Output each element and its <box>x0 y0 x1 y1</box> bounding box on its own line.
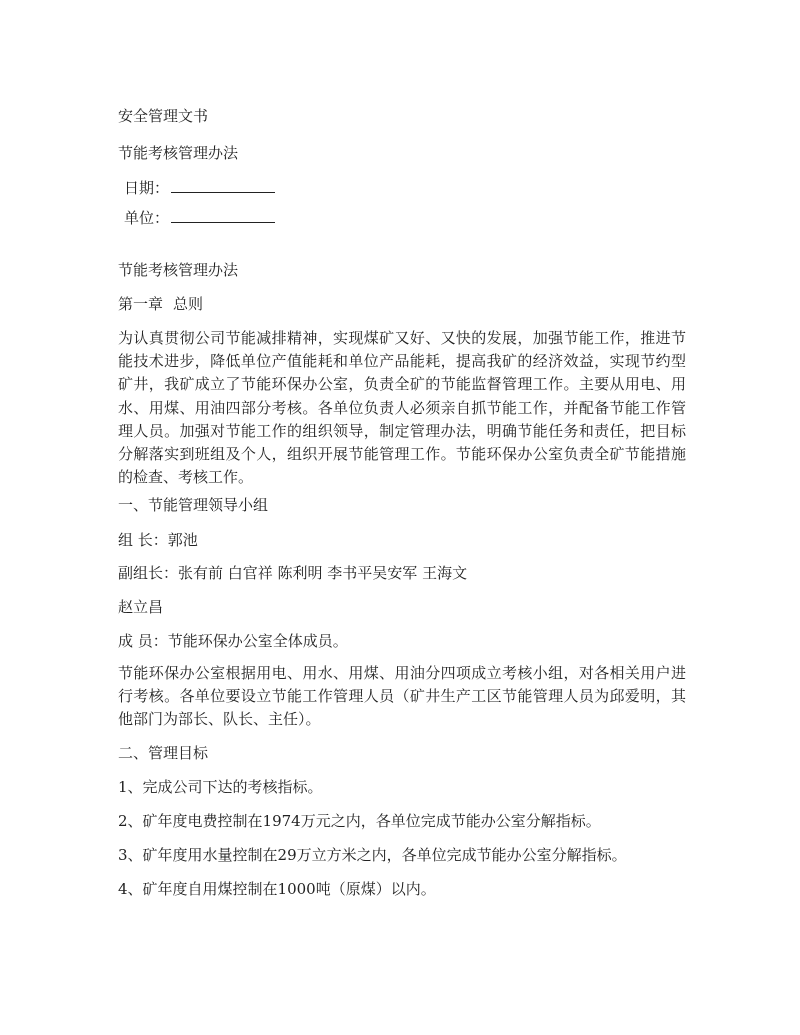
group-members: 成 员：节能环保办公室全体成员。 <box>118 632 348 650</box>
date-label: 日期： <box>124 179 170 197</box>
date-field <box>124 177 275 198</box>
group-leader: 组 长：郭池 <box>118 531 198 549</box>
goal-item: 3、矿年度用水量控制在29万立方米之内，各单位完成节能办公室分解指标。 <box>118 846 627 864</box>
unit-label: 单位： <box>124 209 170 227</box>
unit-blank-line <box>171 207 275 223</box>
section-1-paragraph: 节能环保办公室根据用电、用水、用煤、用油分四项成立考核小组，对各相关用户进行考核。各单位要设立节能工作管理人员（矿井生产工区节能管理人员为邱爱明，其他部门为部长、队长、主任）。 <box>118 664 686 729</box>
chapter-name: 总则 <box>173 295 204 313</box>
section-1-heading: 一、节能管理领导小组 <box>118 496 269 514</box>
section-2-heading: 二、管理目标 <box>118 744 209 762</box>
goal-item: 2、矿年度电费控制在1974万元之内，各单位完成节能办公室分解指标。 <box>118 812 601 830</box>
body-title: 节能考核管理办法 <box>118 261 239 279</box>
date-blank-line <box>171 177 275 193</box>
chapter-number: 第一章 <box>118 295 164 313</box>
goal-item: 4、矿年度自用煤控制在1000吨（原煤）以内。 <box>118 880 436 898</box>
unit-field <box>124 207 275 228</box>
goal-item: 1、完成公司下达的考核指标。 <box>118 778 323 796</box>
document-type: 安全管理文书 <box>118 107 209 125</box>
document-header-title: 节能考核管理办法 <box>118 144 239 162</box>
intro-paragraph: 为认真贯彻公司节能减排精神，实现煤矿又好、又快的发展，加强节能工作，推进节能技术进步，降低单位产值能耗和单位产品能耗，提高我矿的经济效益，实现节约型矿井，我矿成立了节能环保办公室，负责全矿的节能监督管理工作。主要从用电、用水、用煤、用油四部分考核。各单位负责人必须亲自抓节能工作，并配备节能工作管理人员。加强对节能工作的组织领导，制定管理办法，明确节能任务和责任，把目标分解落实到班组及个人，组织开展节能管理工作。节能环保办公室负责全矿节能措施的检查、考核工作。 <box>118 329 686 487</box>
chapter-heading <box>118 294 203 314</box>
deputy-leaders: 副组长：张有前 白官祥 陈利明 李书平吴安军 王海文 <box>118 564 468 582</box>
deputy-leaders-continued: 赵立昌 <box>118 598 164 616</box>
